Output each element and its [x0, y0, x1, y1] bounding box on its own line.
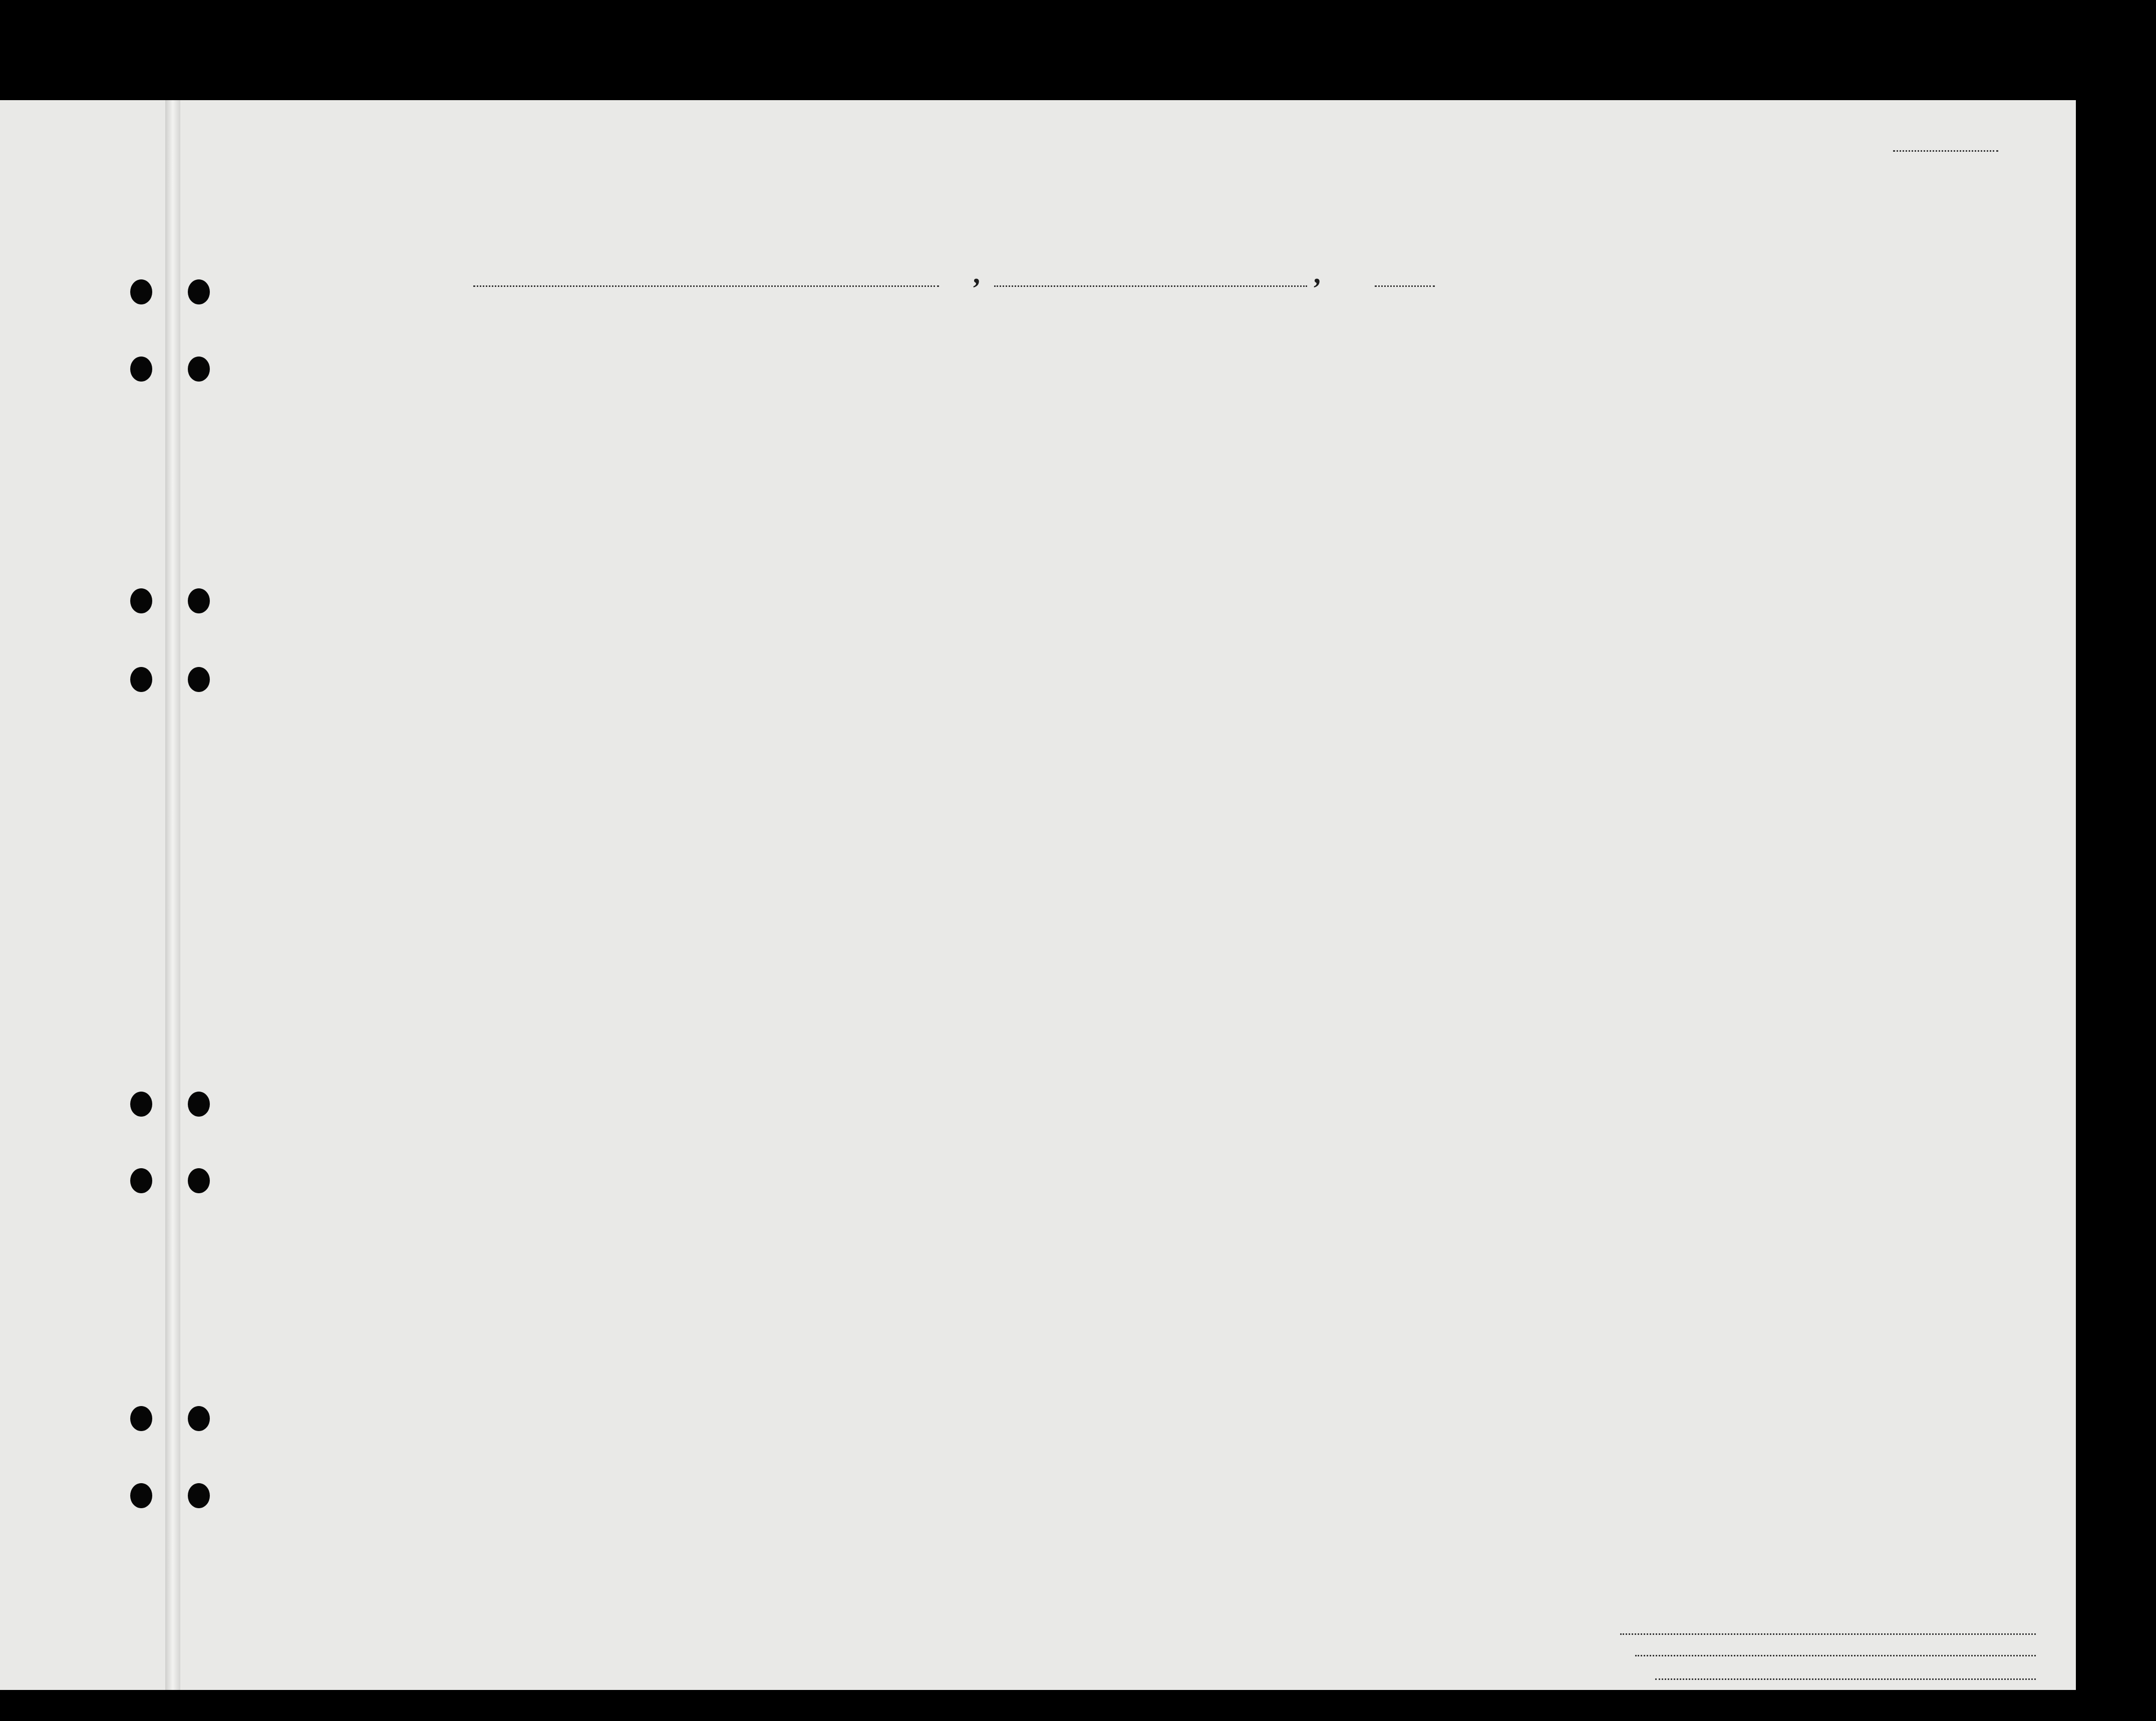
owners-blank [1635, 1655, 2036, 1656]
year-prefix: , [1315, 257, 1322, 289]
local-agents-blank [1655, 1678, 2036, 1680]
comma: , [974, 257, 982, 289]
line-blank [1620, 1633, 2036, 1635]
